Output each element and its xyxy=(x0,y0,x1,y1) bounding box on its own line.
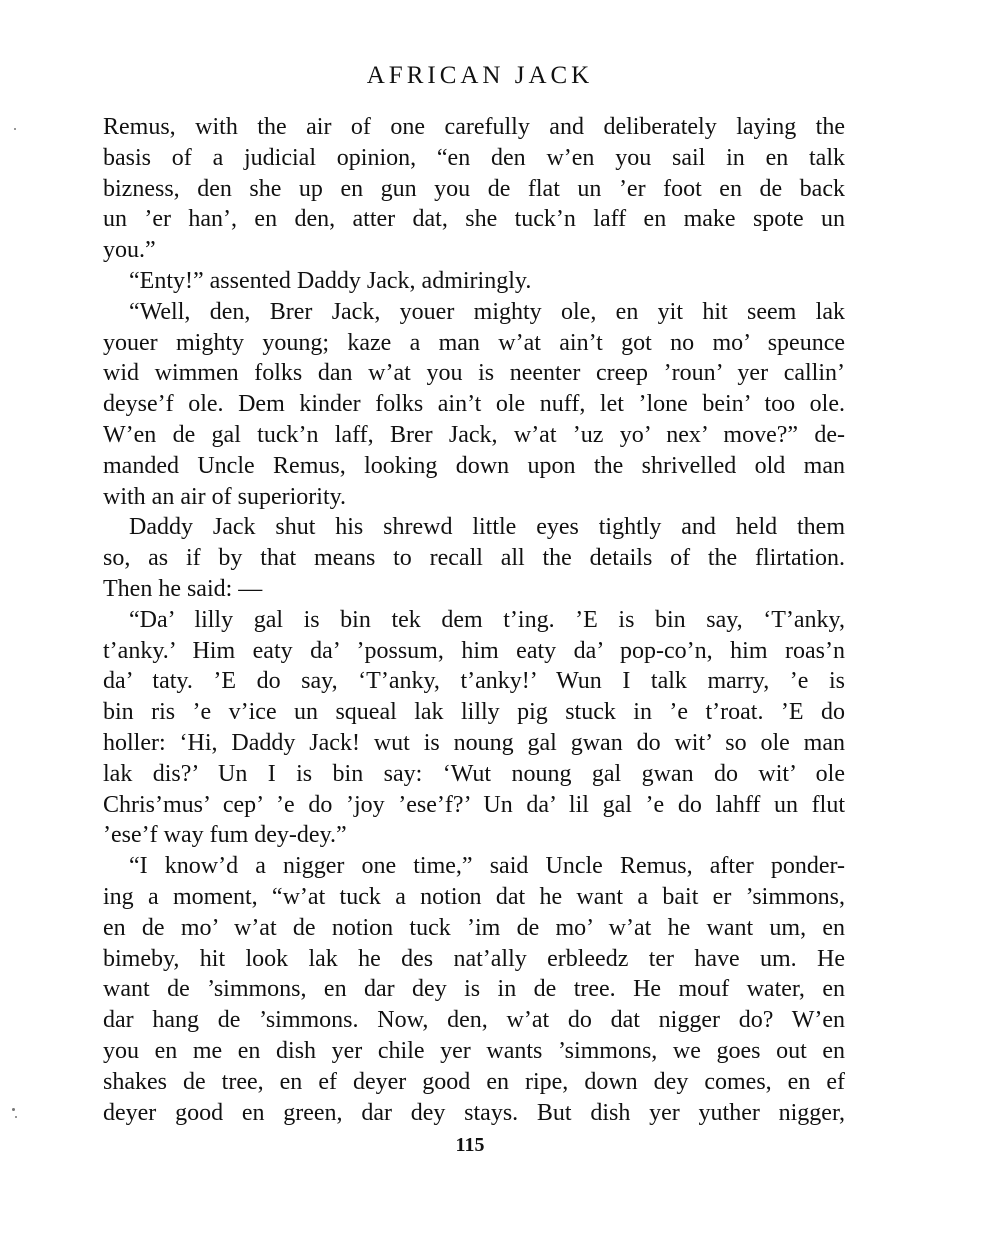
text-line: “Well, den, Brer Jack, youer mighty ole, en yit hit seem lak xyxy=(129,298,845,325)
text-line: ing a moment, “w’at tuck a notion dat he want a bait er ’simmons, xyxy=(103,883,845,910)
text-line: Chris’mus’ cep’ ’e do ’joy ’ese’f?’ Un da’ lil gal ’e do lahff un flut xyxy=(103,791,845,818)
text-line: you en me en dish yer chile yer wants ’simmons, we goes out en xyxy=(103,1037,845,1064)
text-line: “Da’ lilly gal is bin tek dem t’ing. ’E is bin say, ‘T’anky, xyxy=(129,606,845,633)
text-line: bimeby, hit look lak he des nat’ally erbleedz ter have um. He xyxy=(103,945,845,972)
text-line: holler: ‘Hi, Daddy Jack! wut is noung gal gwan do wit’ so ole man xyxy=(103,729,845,756)
paragraph xyxy=(103,605,845,851)
paragraph xyxy=(103,297,845,513)
paragraph xyxy=(103,512,845,604)
text-line: shakes de tree, en ef deyer good en ripe, down dey comes, en ef xyxy=(103,1068,845,1095)
text-line: Then he said: — xyxy=(103,575,263,602)
text-line: en de mo’ w’at de notion tuck ’im de mo’ w’at he want um, en xyxy=(103,914,845,941)
text-line: bizness, den she up en gun you de flat un ’er foot en de back xyxy=(103,175,845,202)
scan-speck xyxy=(14,128,16,130)
text-line: want de ’simmons, en dar dey is in de tree. He mouf water, en xyxy=(103,976,845,1003)
text-line: Remus, with the air of one carefully and deliberately laying the xyxy=(103,114,845,140)
text-line: deyse’f ole. Dem kinder folks ain’t ole nuff, let ’lone bein’ too ole. xyxy=(103,391,845,418)
text-line: bin ris ’e v’ice un squeal lak lilly pig stuck in ’e t’roat. ’E do xyxy=(103,699,845,726)
text-line: so, as if by that means to recall all the details of the flirtation. xyxy=(103,545,845,572)
text-line: da’ taty. ’E do say, ‘T’anky, t’anky!’ Wun I talk marry, ’e is xyxy=(103,668,845,695)
scan-speck xyxy=(12,1108,15,1111)
text-line: youer mighty young; kaze a man w’at ain’t got no mo’ speunce xyxy=(103,329,845,356)
text-line: “Enty!” assented Daddy Jack, admiringly. xyxy=(129,267,532,294)
scan-speck xyxy=(15,1116,17,1118)
text-line: “I know’d a nigger one time,” said Uncle Remus, after ponder- xyxy=(129,853,845,880)
text-line: deyer good en green, dar dey stays. But dish yer yuther nigger, xyxy=(103,1099,845,1126)
text-line: with an air of superiority. xyxy=(103,483,347,510)
text-line: ’ese’f way fum dey-dey.” xyxy=(103,822,347,849)
paragraph xyxy=(103,851,845,1128)
paragraph xyxy=(103,266,845,297)
text-line: t’anky.’ Him eaty da’ ’possum, him eaty da’ pop-co’n, him roas’n xyxy=(103,637,845,664)
paragraph xyxy=(103,112,845,266)
text-line: dar hang de ’simmons. Now, den, w’at do dat nigger do? W’en xyxy=(103,1007,845,1034)
text-line: basis of a judicial opinion, “en den w’en you sail in en talk xyxy=(103,144,845,171)
text-line: un ’er han’, en den, atter dat, she tuck’n laff en make spote un xyxy=(103,206,845,233)
text-line: you.” xyxy=(103,237,156,264)
text-line: manded Uncle Remus, looking down upon the shrivelled old man xyxy=(103,452,845,479)
text-line: W’en de gal tuck’n laff, Brer Jack, w’at ’uz yo’ nex’ move?” de- xyxy=(103,421,845,448)
text-line: wid wimmen folks dan w’at you is neenter creep ’roun’ yer callin’ xyxy=(103,360,845,387)
running-head: AFRICAN JACK xyxy=(366,62,594,89)
page-number: 115 xyxy=(455,1134,485,1156)
text-line: Daddy Jack shut his shrewd little eyes tightly and held them xyxy=(129,514,845,541)
text-line: lak dis?’ Un I is bin say: ‘Wut noung gal gwan do wit’ ole xyxy=(103,760,845,787)
body-text xyxy=(103,112,845,1128)
